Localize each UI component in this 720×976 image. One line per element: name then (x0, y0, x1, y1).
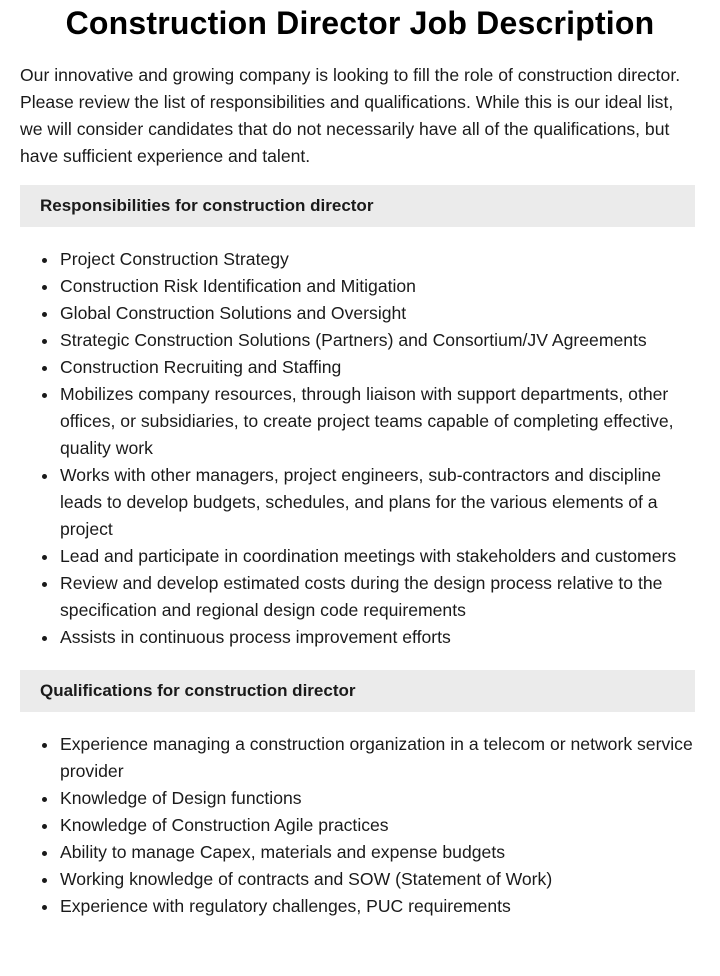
list-item: Assists in continuous process improvement efforts (60, 624, 700, 651)
list-item: Global Construction Solutions and Oversight (60, 300, 700, 327)
intro-paragraph: Our innovative and growing company is looking to fill the role of construction director. Please review the list of responsibilities and qualifications. While this is our ideal list, we will consider candidates that do not necessarily have all of the qualifications, but have sufficient experience and talent. (20, 65, 681, 166)
list-item: Construction Risk Identification and Mitigation (60, 273, 700, 300)
list-item: Ability to manage Capex, materials and expense budgets (60, 839, 700, 866)
list-item: Project Construction Strategy (60, 246, 700, 273)
page-title: Construction Director Job Description (65, 5, 655, 41)
list-item: Experience with regulatory challenges, PUC requirements (60, 893, 700, 920)
list-item: Experience managing a construction organization in a telecom or network service provider (60, 731, 700, 785)
qualifications-heading: Qualifications for construction director (20, 670, 695, 712)
list-item: Knowledge of Design functions (60, 785, 700, 812)
list-item: Lead and participate in coordination meetings with stakeholders and customers (60, 543, 700, 570)
list-item: Working knowledge of contracts and SOW (Statement of Work) (60, 866, 700, 893)
list-item: Strategic Construction Solutions (Partners) and Consortium/JV Agreements (60, 327, 700, 354)
list-item: Construction Recruiting and Staffing (60, 354, 700, 381)
list-item: Review and develop estimated costs during the design process relative to the specification and regional design code requirements (60, 570, 700, 624)
qualifications-list (20, 731, 700, 920)
responsibilities-list (20, 246, 700, 651)
list-item: Works with other managers, project engineers, sub-contractors and discipline leads to develop budgets, schedules, and plans for the various elements of a project (60, 462, 700, 543)
list-item: Knowledge of Construction Agile practices (60, 812, 700, 839)
responsibilities-heading: Responsibilities for construction director (20, 185, 695, 227)
list-item: Mobilizes company resources, through liaison with support departments, other offices, or subsidiaries, to create project teams capable of completing effective, quality work (60, 381, 700, 462)
